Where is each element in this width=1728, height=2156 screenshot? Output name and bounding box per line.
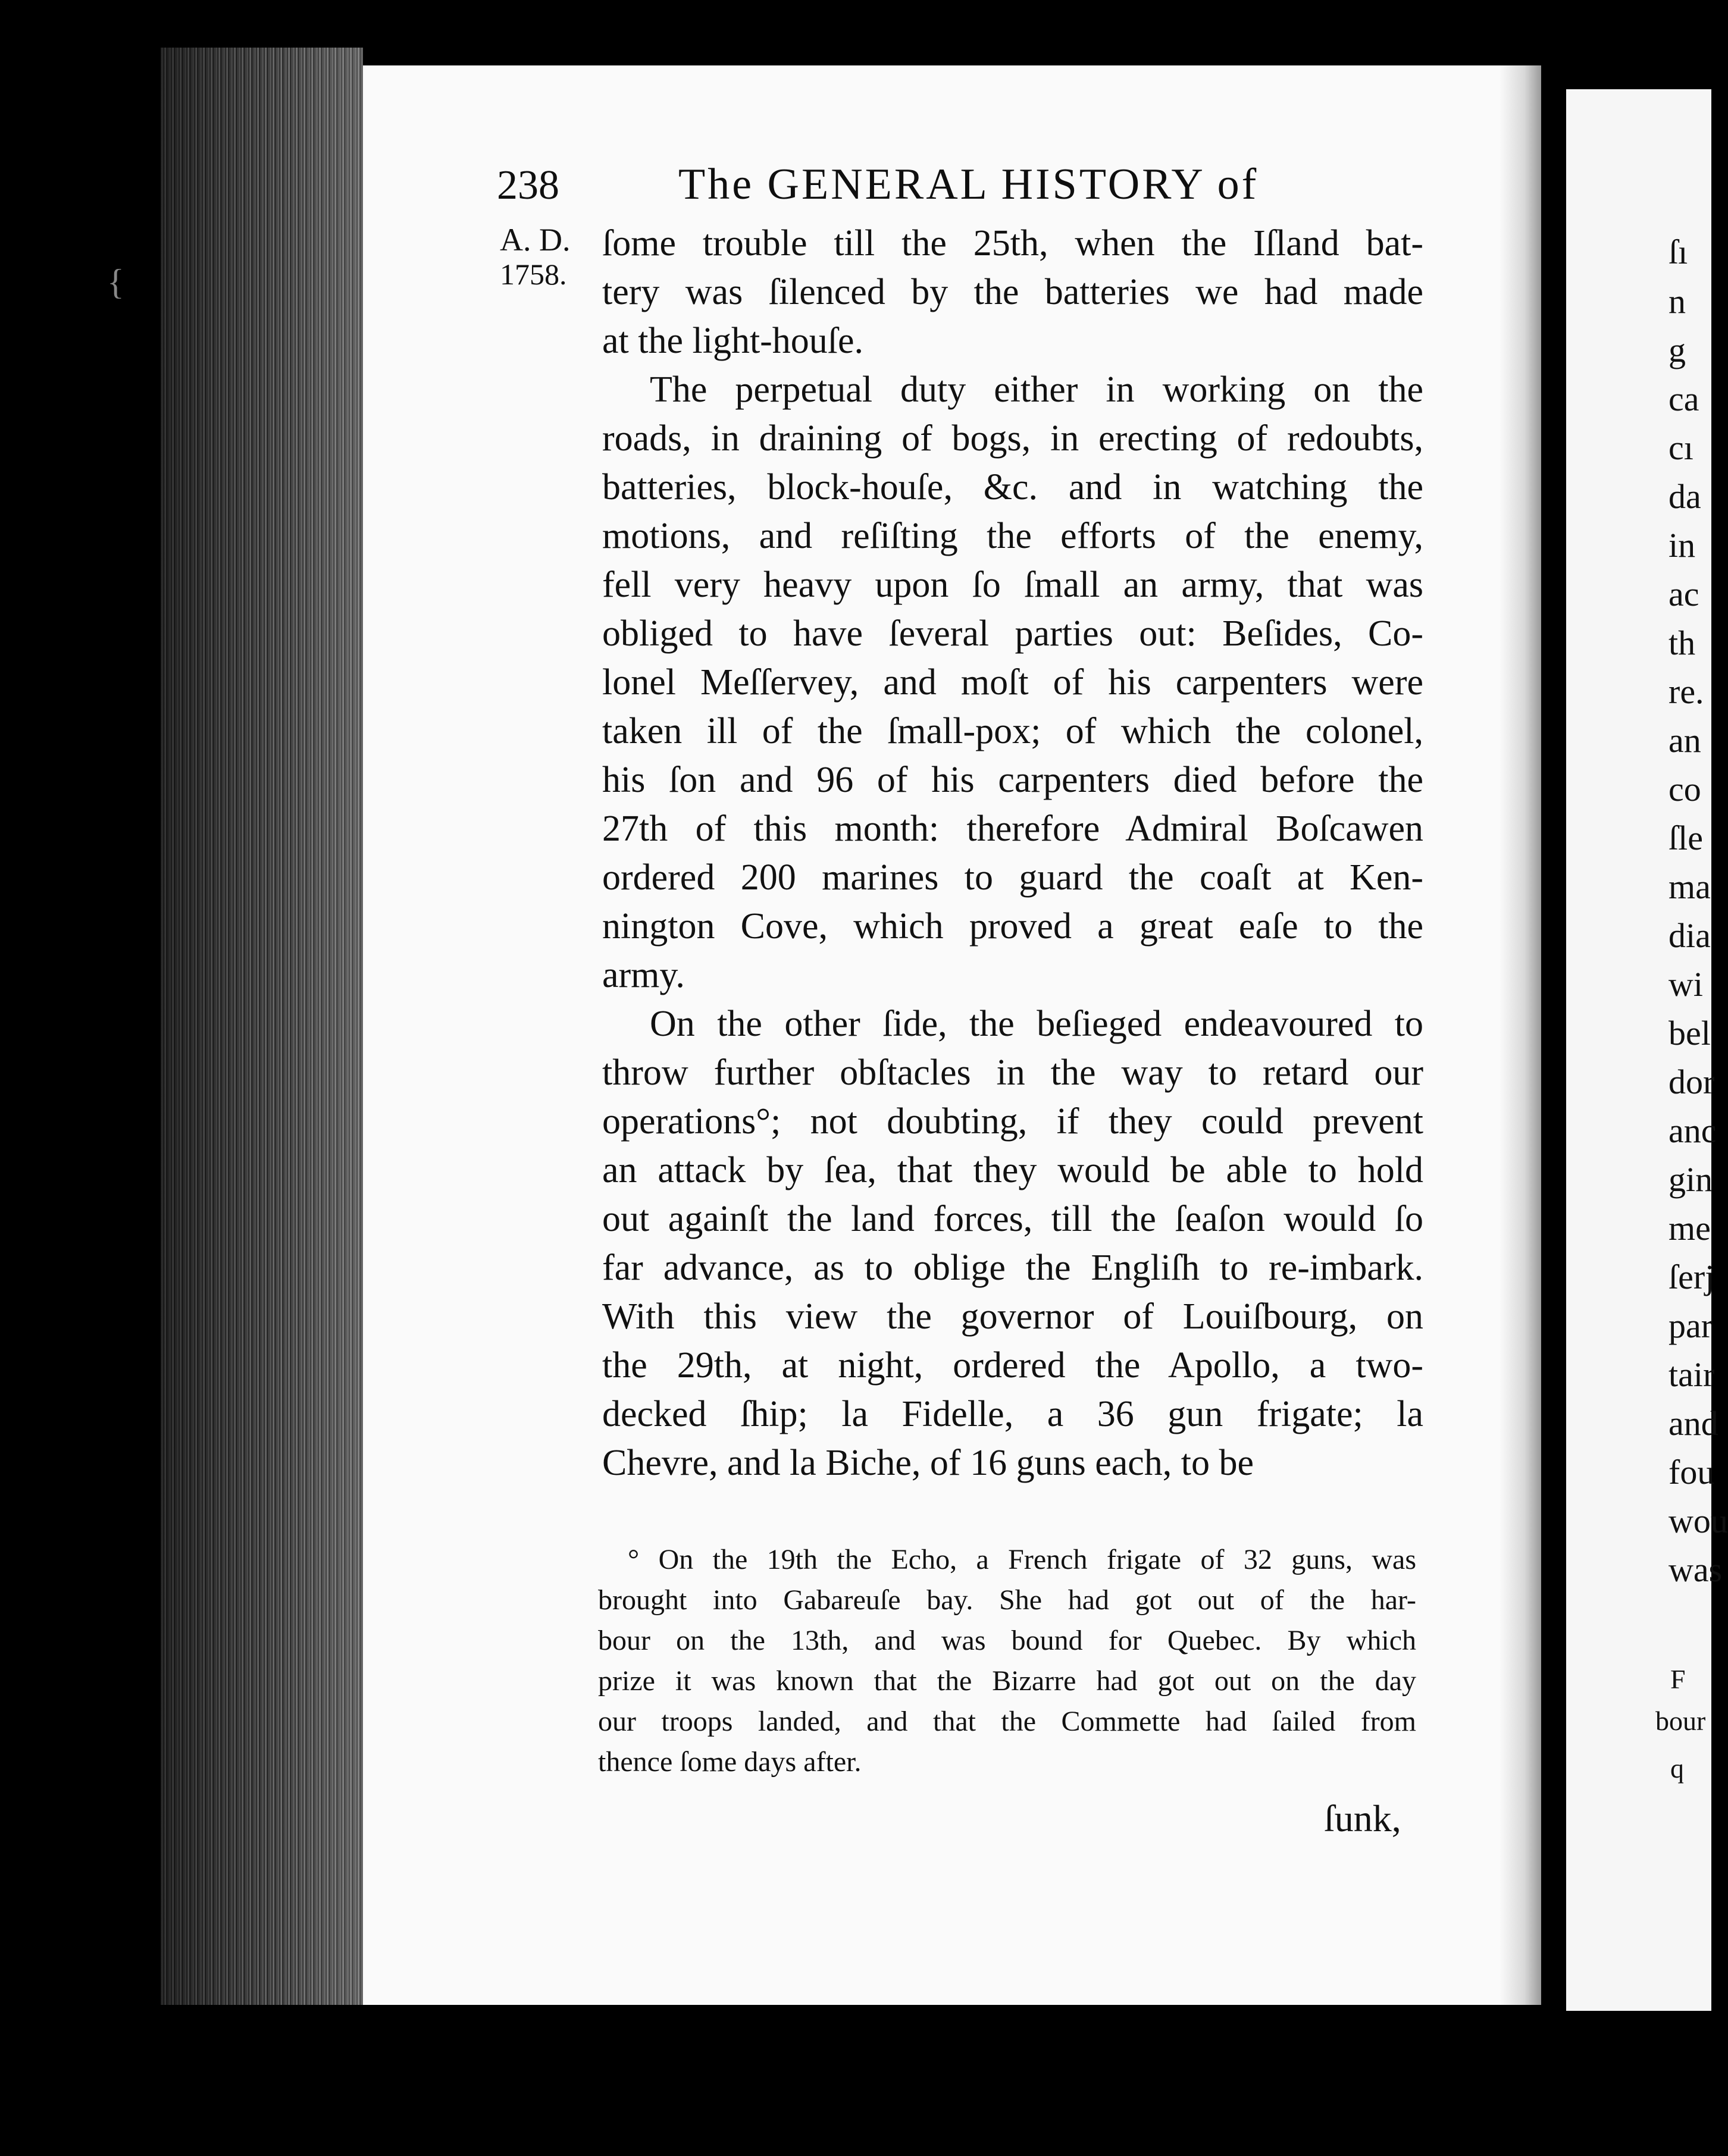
body-line: On the other ſide, the beſieged endeavoured to [650, 1004, 1423, 1044]
facing-page-fragment-text: par [1668, 1306, 1713, 1345]
body-line: tery was ſilenced by the batteries we had made [602, 272, 1423, 312]
facing-page-fragment-text: wi [1668, 965, 1703, 1004]
facing-page-fragment-text: n [1668, 282, 1686, 321]
facing-page-fragment-text: q [1670, 1753, 1684, 1784]
body-line: ſome trouble till the 25th, when the Iſland bat- [602, 223, 1423, 264]
facing-page-fragment [1566, 916, 1711, 955]
facing-page-fragment [1566, 428, 1711, 467]
facing-page-fragment-text: ſerj [1668, 1258, 1715, 1296]
facing-page-fragment-text: was [1668, 1550, 1723, 1589]
facing-page-fragment-text: ſı [1668, 233, 1688, 271]
stray-mark: { [107, 262, 124, 302]
facing-page-fragment [1566, 1502, 1728, 1540]
page-stack-shade [161, 48, 363, 2005]
footnote-line: ° On the 19th the Echo, a French frigate of 32 guns, was [628, 1544, 1416, 1575]
facing-page-fragment [1566, 1162, 1711, 1197]
body-line: taken ill of the ſmall-pox; of which the colonel, [602, 711, 1423, 751]
running-head-title: The GENERAL HISTORY of [678, 160, 1259, 209]
facing-page-fragment [1566, 1111, 1717, 1150]
catchword: ſunk, [1324, 1797, 1401, 1840]
facing-page-fragment [1566, 235, 1711, 270]
facing-page-fragment [1566, 867, 1711, 906]
body-line: his ſon and 96 of his carpenters died before the [602, 760, 1423, 800]
page-gutter [1500, 65, 1541, 2005]
facing-page-fragment-text: th [1668, 623, 1696, 662]
footnote-line: thence ſome days after. [598, 1746, 862, 1778]
facing-page-fragment [1566, 577, 1711, 612]
facing-page-fragment [1566, 672, 1711, 711]
facing-page-fragment-text: dor [1668, 1063, 1715, 1101]
body-line: at the light-houſe. [602, 321, 864, 361]
facing-page-fragment-text: gin [1668, 1160, 1713, 1199]
body-line: With this view the governor of Louiſbourg, on [602, 1296, 1423, 1337]
body-line: fell very heavy upon ſo ſmall an army, that was [602, 565, 1423, 605]
facing-page-fragment-text: ca [1668, 380, 1699, 418]
facing-page-fragment-text: anc [1668, 1111, 1717, 1150]
facing-page-fragment-text: re. [1668, 672, 1704, 711]
facing-page-fragment-text: bour [1655, 1706, 1706, 1736]
facing-page-fragment [1566, 1063, 1715, 1101]
facing-page-fragment-text: and [1668, 1404, 1718, 1443]
facing-page-fragment-text: ac [1668, 575, 1699, 613]
facing-page-fragment [1566, 1666, 1711, 1693]
body-line: The perpetual duty either in working on the [650, 369, 1423, 410]
facing-page-fragment [1566, 623, 1711, 662]
margin-note-year: 1758. [500, 258, 567, 291]
facing-page-fragment [1566, 1211, 1711, 1246]
facing-page-fragment-text: me [1668, 1209, 1711, 1248]
facing-page-fragment-text: tair [1668, 1355, 1715, 1394]
facing-page-fragment [1566, 1016, 1711, 1051]
facing-page-fragment [1566, 1258, 1715, 1296]
footnote-line: our troops landed, and that the Commette had ſailed from [598, 1706, 1416, 1737]
body-line: the 29th, at night, ordered the Apollo, a two- [602, 1345, 1423, 1386]
facing-page-fragment [1566, 723, 1711, 758]
facing-page-fragment [1566, 772, 1711, 807]
facing-page-fragment [1566, 1707, 1711, 1735]
body-line: obliged to have ſeveral parties out: Beſides, Co- [602, 613, 1423, 654]
body-line: batteries, block-houſe, &c. and in watching the [602, 467, 1423, 507]
body-line: far advance, as to oblige the Engliſh to re-imbark. [602, 1248, 1423, 1288]
facing-page-fragment [1566, 967, 1711, 1002]
facing-page-fragment [1566, 1453, 1715, 1491]
facing-page-fragment-text: an [1668, 721, 1701, 760]
footnote-line: prize it was known that the Bizarre had got out on the day [598, 1665, 1416, 1697]
facing-page-fragment [1566, 284, 1711, 319]
body-line: decked ſhip; la Fidelle, a 36 gun frigate; la [602, 1394, 1423, 1434]
body-line: out againſt the land forces, till the ſeaſon would ſo [602, 1199, 1423, 1239]
facing-page-fragment-text: F [1670, 1664, 1686, 1694]
facing-page-fragment [1566, 1404, 1718, 1443]
body-line: an attack by ſea, that they would be able to hold [602, 1150, 1423, 1190]
facing-page-fragment [1566, 1306, 1713, 1345]
facing-page-fragment-text: wou [1668, 1502, 1728, 1540]
facing-page-fragment [1566, 1550, 1723, 1589]
body-line: nington Cove, which proved a great eaſe to the [602, 906, 1423, 947]
body-line: 27th of this month: therefore Admiral Boſcawen [602, 808, 1423, 849]
facing-page-fragment-text: ma [1668, 867, 1711, 906]
facing-page-fragment-text: ſle [1668, 819, 1703, 857]
facing-page-fragment [1566, 333, 1711, 368]
body-line: Chevre, and la Biche, of 16 guns each, to be [602, 1443, 1254, 1483]
facing-page-fragment [1566, 477, 1711, 516]
facing-page-fragment [1566, 528, 1711, 563]
facing-page-fragment-text: fou [1668, 1453, 1715, 1491]
facing-page-fragment-text: dia [1668, 916, 1711, 955]
footnote-line: bour on the 13th, and was bound for Quebec. By which [598, 1625, 1416, 1656]
facing-page-fragment [1566, 1355, 1715, 1394]
body-line: motions, and reſiſting the efforts of the enemy, [602, 516, 1423, 556]
body-line: lonel Meſſervey, and moſt of his carpenters were [602, 662, 1423, 703]
page-number: 238 [497, 162, 559, 208]
facing-page-fragment [1566, 382, 1711, 416]
body-line: operations°; not doubting, if they could prevent [602, 1101, 1423, 1142]
body-line: throw further obſtacles in the way to retard our [602, 1052, 1423, 1093]
facing-page-fragment-text: co [1668, 770, 1701, 808]
margin-note-ad: A. D. [500, 222, 571, 258]
footnote-line: brought into Gabareuſe bay. She had got out of the har- [598, 1584, 1416, 1616]
facing-page-fragment-text: in [1668, 526, 1696, 565]
body-line: roads, in draining of bogs, in erecting of redoubts, [602, 418, 1423, 459]
body-line: ordered 200 marines to guard the coaſt at Ken- [602, 857, 1423, 898]
body-line: army. [602, 955, 685, 995]
facing-page-fragment [1566, 821, 1711, 855]
facing-page-fragment-text: g [1668, 331, 1686, 369]
facing-page-fragment-text: bel [1668, 1014, 1711, 1052]
facing-page-fragment-text: cı [1668, 428, 1693, 467]
facing-page-fragment-text: da [1668, 477, 1701, 516]
facing-page-fragment [1566, 1755, 1711, 1782]
